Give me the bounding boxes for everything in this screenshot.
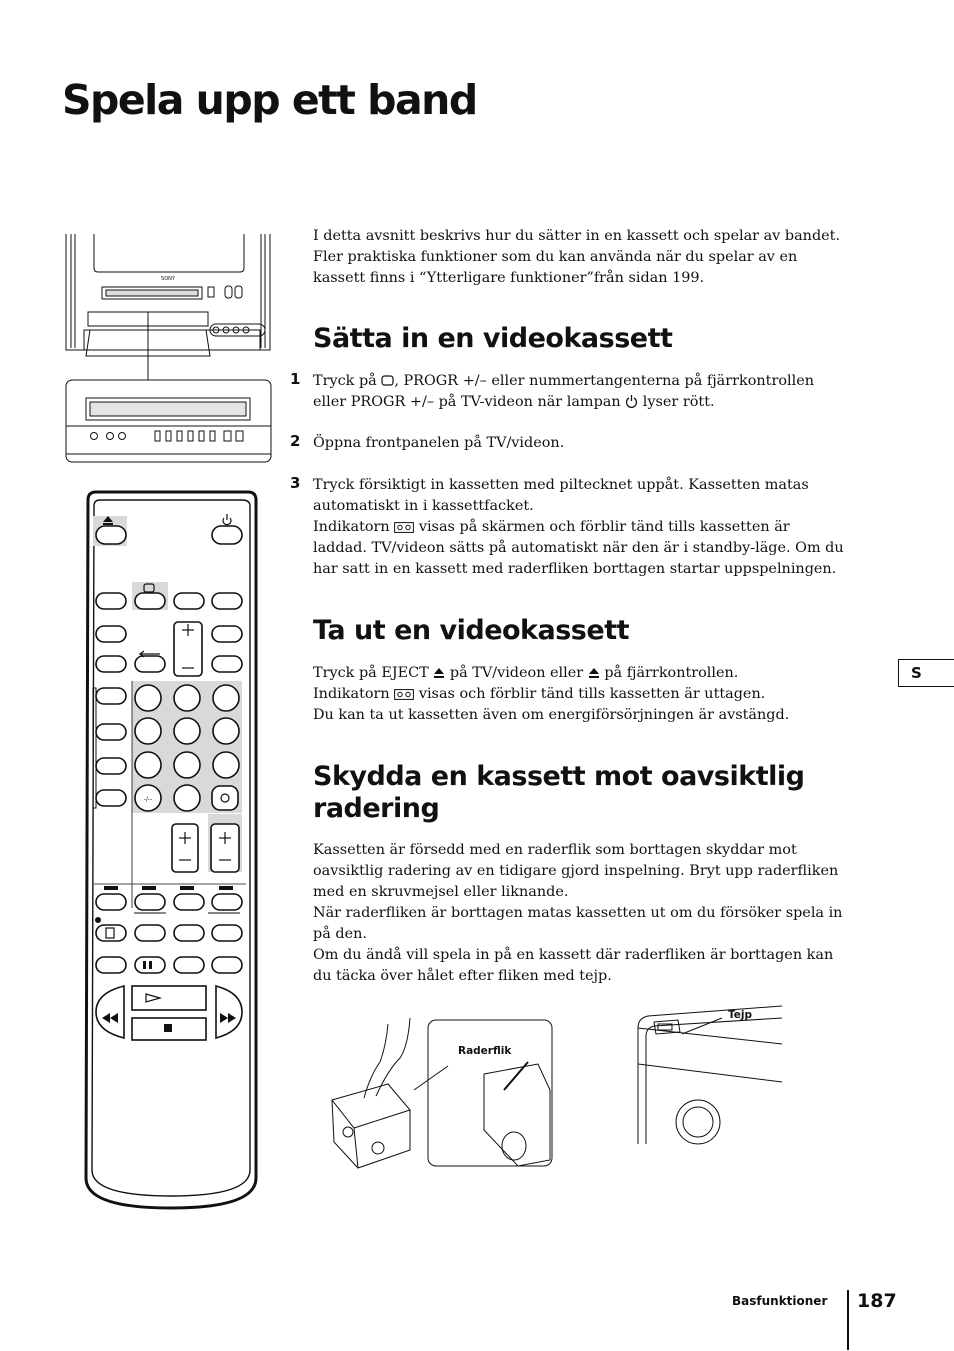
cassette-tab-illustration bbox=[328, 1010, 556, 1170]
step-1: Tryck på , PROGR +/– eller nummertangenterna på fjärrkontrollen eller PROGR +/– på TV-videon när lampan lyser rött. bbox=[313, 373, 814, 410]
step-2: Öppna frontpanelen på TV/videon. bbox=[313, 435, 565, 451]
heading-eject: Ta ut en videokassett bbox=[313, 615, 630, 646]
page-title: Spela upp ett band bbox=[62, 76, 477, 124]
step-number-3: 3 bbox=[290, 474, 301, 492]
page-number: 187 bbox=[857, 1290, 897, 1312]
label-erase-tab: Raderflik bbox=[458, 1045, 512, 1057]
cassette-indicator-icon bbox=[394, 522, 414, 533]
heading-protect: Skydda en kassett mot oavsiktlig radering bbox=[313, 761, 805, 824]
label-tape: Tejp bbox=[728, 1009, 753, 1021]
tv-video-illustration bbox=[60, 228, 278, 470]
heading-insert: Sätta in en videokassett bbox=[313, 323, 673, 354]
eject-paragraph: Tryck på EJECT på TV/videon eller på fjärrkontrollen. Indikatorn visas och förblir tänd tills kassetten är uttagen. Du kan ta ut kassetten även om energiförsörjningen är avstängd. bbox=[313, 665, 790, 723]
step-3: Tryck försiktigt in kassetten med piltecknet uppåt. Kassetten matas automatiskt in i kassettfacket. Indikatorn visas på skärmen och förblir tänd tills kassetten är laddad. TV/videon sätts på automatiskt när den är i standby-läge. Om du har satt in en kassett med raderfliken borttagen startar uppspelningen. bbox=[313, 477, 844, 577]
remote-digit-toggle-label: -/-- bbox=[143, 796, 153, 803]
cassette-indicator-icon bbox=[394, 689, 414, 700]
step-number-1: 1 bbox=[290, 370, 301, 388]
intro-text: I detta avsnitt beskrivs hur du sätter in en kassett och spelar av bandet. Fler praktiska funktioner som du kan använda när du spelar av en kassett finns i “Ytterligare funktioner”från sidan 199. bbox=[313, 228, 841, 286]
tv-brand-logo: SONY bbox=[161, 276, 175, 282]
power-icon bbox=[625, 394, 638, 408]
tv-icon bbox=[381, 375, 394, 387]
language-tab: S bbox=[898, 659, 954, 687]
eject-icon bbox=[588, 667, 600, 679]
eject-icon bbox=[433, 667, 445, 679]
intro-paragraph bbox=[313, 226, 848, 289]
cassette-tape-illustration bbox=[632, 1004, 784, 1146]
step-number-2: 2 bbox=[290, 432, 301, 450]
remote-control-illustration bbox=[76, 488, 266, 1218]
footer-divider bbox=[847, 1290, 849, 1350]
footer-section: Basfunktioner bbox=[732, 1294, 828, 1308]
protect-paragraph: Kassetten är försedd med en raderflik som borttagen skyddar mot oavsiktlig radering av en tidigare gjord inspelning. Bryt upp raderfliken med en skruvmejsel eller liknande. När raderfliken är borttagen matas kassetten ut om du försöker spela in på den. Om du ändå vill spela in på en kassett där raderfliken är borttagen kan du täcka över hålet efter fliken med tejp. bbox=[313, 842, 843, 984]
